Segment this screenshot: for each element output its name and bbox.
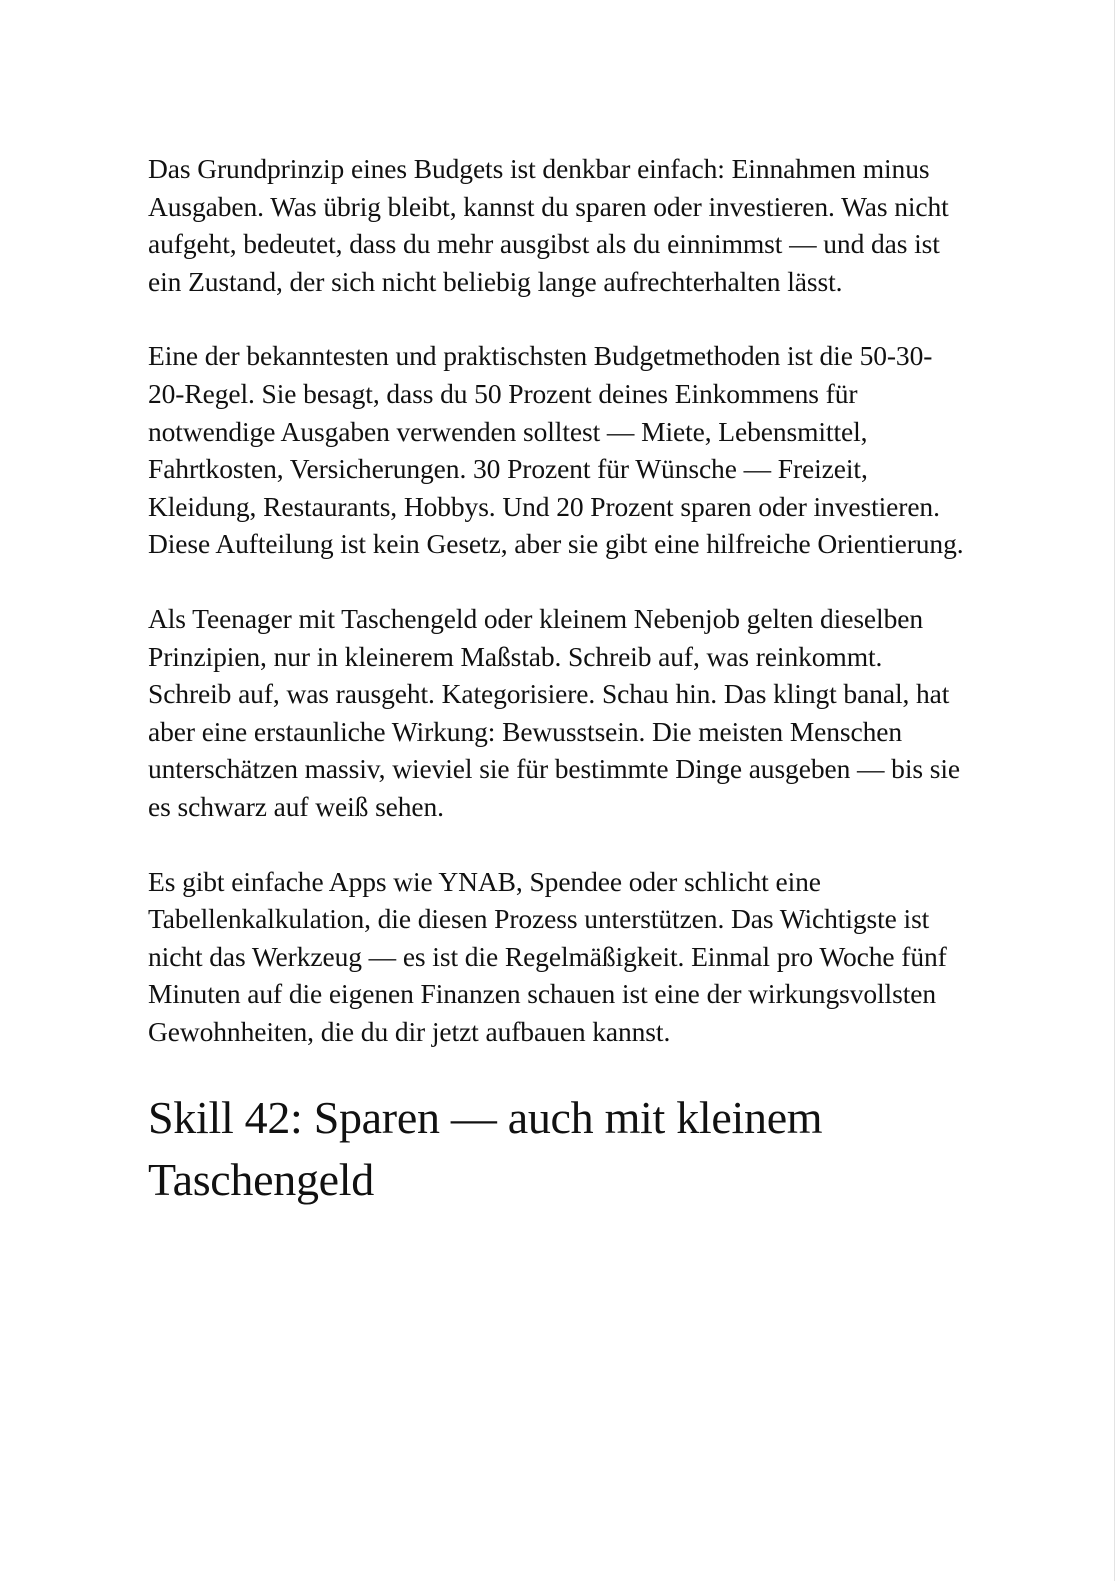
paragraph-budget-apps: Es gibt einfache Apps wie YNAB, Spendee oder schlicht eine Tabellenkalkulation, die diesen Prozess unterstützen. Das Wichtigste ist nicht das Werkzeug — es ist die Regelmäßigkeit. Einmal pro Woche fünf Minuten auf die eigenen Finanzen schauen ist eine der wirkungsvollsten Gewohnheiten, die du dir jetzt aufbauen kannst.	[148, 865, 947, 1047]
paragraph-50-30-20-rule: Eine der bekanntesten und praktischsten Budgetmethoden ist die 50-30-20-Regel. Sie besagt, dass du 50 Prozent deines Einkommens für notwendige Ausgaben verwenden solltest — Miete, Lebensmittel, Fahrtkosten, Versicherungen. 30 Prozent für Wünsche — Freizeit, Kleidung, Restaurants, Hobbys. Und 20 Prozent sparen oder investieren. Diese Aufteilung ist kein Gesetz, aber sie gibt eine hilfreiche Orientierung.	[148, 340, 964, 560]
paragraph-budget-principle: Das Grundprinzip eines Budgets ist denkbar einfach: Einnahmen minus Ausgaben. Was übrig bleibt, kannst du sparen oder investieren. Was nicht aufgeht, bedeutet, dass du mehr ausgibst als du einnimmst — und das ist ein Zustand, der sich nicht beliebig lange aufrechterhalten lässt.	[148, 153, 949, 297]
section-heading: Skill 42: Sparen — auch mit kleinem Taschengeld	[148, 1092, 823, 1206]
page-content	[148, 150, 968, 1211]
paragraph-teenager-budget: Als Teenager mit Taschengeld oder kleinem Nebenjob gelten dieselben Prinzipien, nur in kleinerem Maßstab. Schreib auf, was reinkommt. Schreib auf, was rausgeht. Kategorisiere. Schau hin. Das klingt banal, hat aber eine erstaunliche Wirkung: Bewusstsein. Die meisten Menschen unterschätzen massiv, wieviel sie für bestimmte Dinge ausgeben — bis sie es schwarz auf weiß sehen.	[148, 602, 960, 822]
